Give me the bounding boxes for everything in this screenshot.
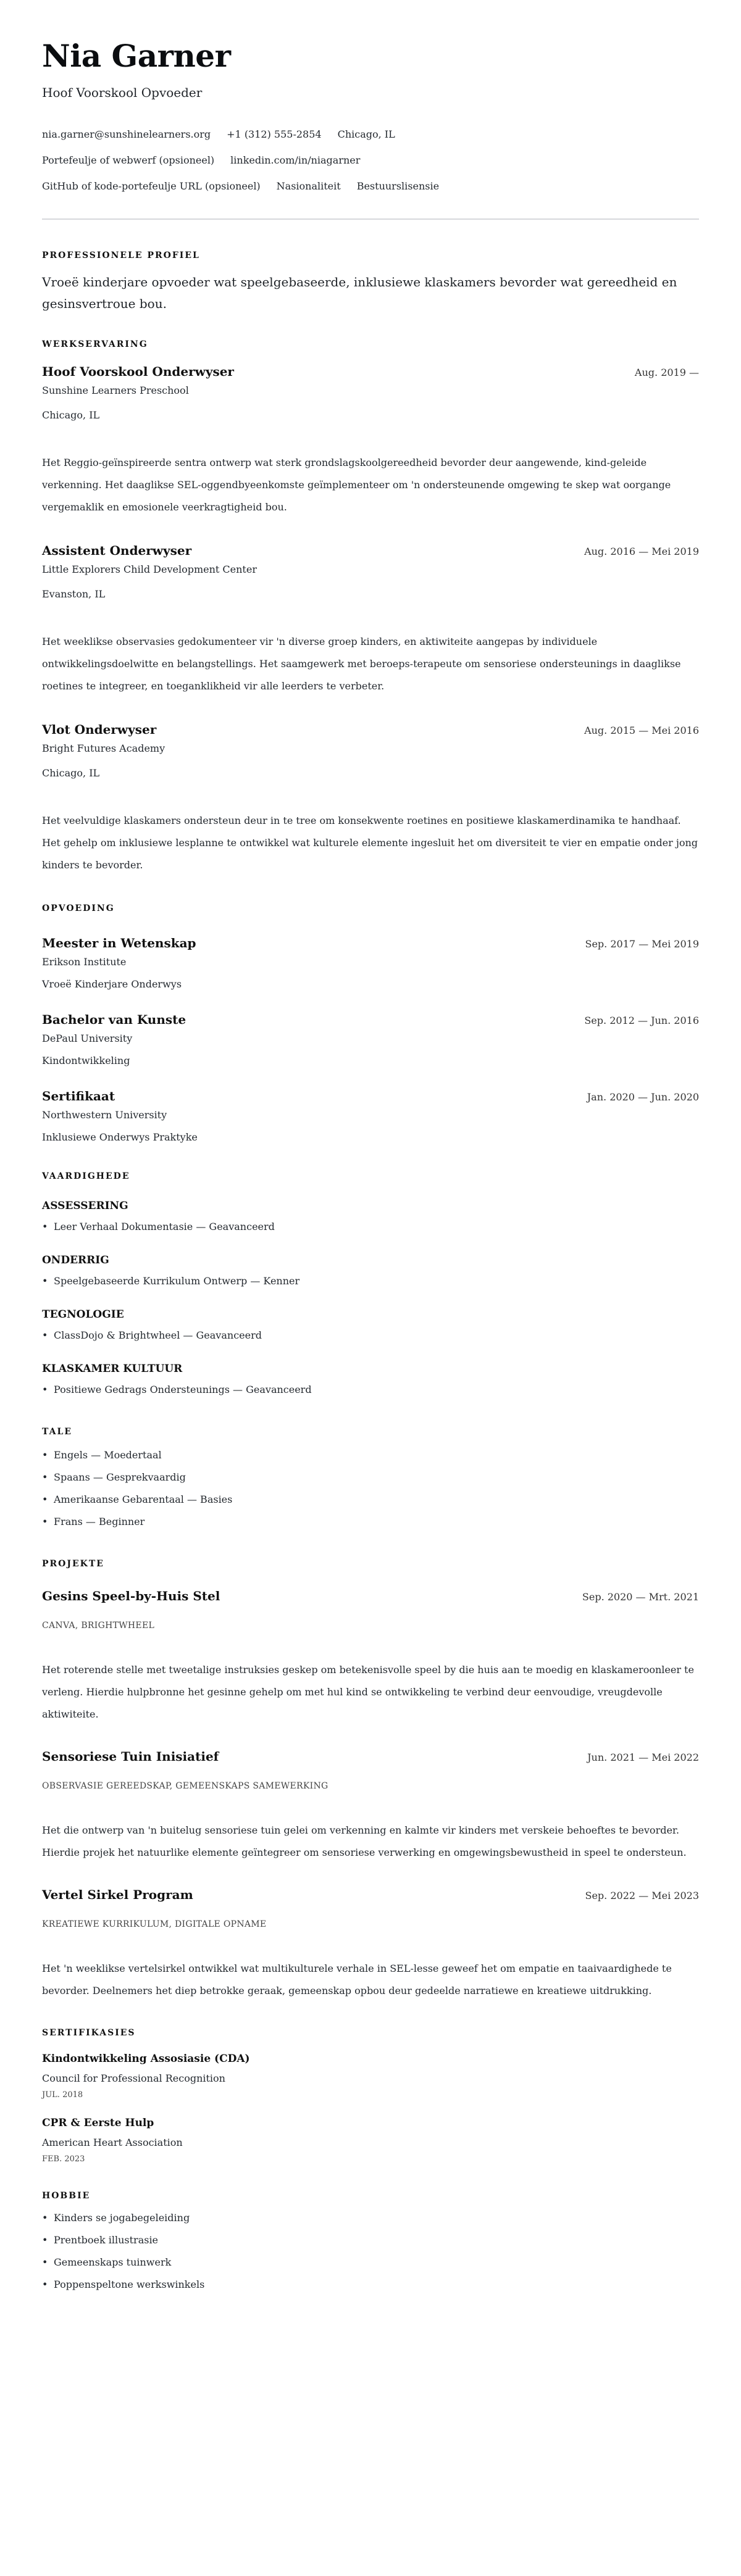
- experience-entry: [42, 722, 699, 876]
- certification-date: JUL. 2018: [42, 2090, 83, 2100]
- contact-location: Chicago, IL: [337, 128, 395, 140]
- degree-dates: Sep. 2012 — Jun. 2016: [584, 1015, 699, 1026]
- contact-portfolio[interactable]: Portefeulje of webwerf (opsioneel): [42, 154, 215, 166]
- skill-category: KLASKAMER KULTUUR: [42, 1363, 183, 1375]
- section-heading: PROFESSIONELE PROFIEL: [42, 251, 200, 260]
- project-title: Vertel Sirkel Program: [42, 1887, 193, 1902]
- degree-dates: Jan. 2020 — Jun. 2020: [587, 1091, 699, 1103]
- certification-issuer: Council for Professional Recognition: [42, 2072, 225, 2084]
- section-heading: PROJEKTE: [42, 1559, 104, 1569]
- job-employer: Bright Futures Academy: [42, 742, 165, 754]
- profile-section: [42, 251, 699, 315]
- project-dates: Jun. 2021 — Mei 2022: [587, 1751, 699, 1763]
- experience-entry: [42, 364, 699, 518]
- job-dates: Aug. 2016 — Mei 2019: [584, 546, 699, 557]
- contact-github[interactable]: GitHub of kode-portefeulje URL (opsioneel): [42, 180, 261, 192]
- job-dates: Aug. 2019 —: [634, 367, 699, 378]
- section-heading: HOBBIE: [42, 2191, 91, 2201]
- candidate-title: Hoof Voorskool Opvoeder: [42, 85, 203, 100]
- certification-name: CPR & Eerste Hulp: [42, 2117, 154, 2129]
- section-heading: VAARDIGHEDE: [42, 1171, 130, 1181]
- languages-section: [42, 1427, 699, 1533]
- hobby-item: • Prentboek illustrasie: [42, 2229, 699, 2251]
- hobby-item: • Poppenspeltone werkswinkels: [42, 2274, 699, 2296]
- skill-list: [42, 1270, 699, 1292]
- section-heading: SERTIFIKASIES: [42, 2028, 136, 2038]
- language-list: [42, 1444, 699, 1533]
- project-entry: [42, 1589, 699, 1726]
- section-heading: WERKSERVARING: [42, 339, 148, 349]
- skill-item: • Positiewe Gedrags Ondersteunings — Geavanceerd: [42, 1379, 699, 1401]
- project-dates: Sep. 2020 — Mrt. 2021: [582, 1591, 699, 1603]
- skill-category: TEGNOLOGIE: [42, 1308, 124, 1321]
- certifications-section: [42, 2028, 699, 2164]
- skill-list: [42, 1216, 699, 1238]
- header-divider: [42, 218, 699, 220]
- language-item: • Frans — Beginner: [42, 1511, 699, 1533]
- contact-phone: +1 (312) 555-2854: [227, 128, 322, 140]
- project-description: Het 'n weeklikse vertelsirkel ontwikkel wat multikulturele verhale in SEL-lesse geweef het om empatie en taaivaardighede te bevorder. Deelnemers het diep betrokke geraak, gemeenskap opbou deur gedeelde narratiewe en kreatiewe uitdrukking.: [42, 1963, 672, 1996]
- skill-item: • ClassDojo & Brightwheel — Geavanceerd: [42, 1324, 699, 1347]
- skill-category: ONDERRIG: [42, 1254, 109, 1266]
- education-entry: [42, 936, 699, 991]
- hobby-item: • Kinders se jogabegeleiding: [42, 2207, 699, 2229]
- certification-entry: [42, 2053, 699, 2100]
- degree-dates: Sep. 2017 — Mei 2019: [585, 938, 699, 950]
- hobby-list: [42, 2207, 699, 2296]
- project-description: Het roterende stelle met tweetalige instruksies geskep om betekenisvolle speel by die huis aan te moedig en klaskameroonleer te verleng. Hierdie hulpbronne het gesinne gehelp om met hul kind se ontwikkeling te verbind deur eenvoudige, vreugdevolle aktiwiteite.: [42, 1664, 694, 1720]
- contact-row-links: [42, 153, 699, 168]
- contact-nationality: Nasionaliteit: [276, 180, 341, 192]
- skill-category: ASSESSERING: [42, 1200, 128, 1212]
- certification-issuer: American Heart Association: [42, 2137, 183, 2148]
- section-heading: OPVOEDING: [42, 904, 115, 913]
- hobby-item: • Gemeenskaps tuinwerk: [42, 2251, 699, 2274]
- project-tools: CANVA, BRIGHTWHEEL: [42, 1621, 155, 1631]
- skill-list: [42, 1324, 699, 1347]
- job-location: Evanston, IL: [42, 588, 106, 600]
- job-employer: Little Explorers Child Development Center: [42, 563, 257, 575]
- education-entry: [42, 1012, 699, 1068]
- job-title: Assistent Onderwyser: [42, 543, 192, 558]
- job-dates: Aug. 2015 — Mei 2016: [584, 725, 699, 736]
- language-item: • Engels — Moedertaal: [42, 1444, 699, 1466]
- language-item: • Spaans — Gesprekvaardig: [42, 1466, 699, 1489]
- school-name: DePaul University: [42, 1032, 133, 1044]
- experience-section: [42, 339, 699, 876]
- field-of-study: Vroeë Kinderjare Onderwys: [42, 978, 182, 990]
- certification-date: FEB. 2023: [42, 2154, 85, 2164]
- project-title: Sensoriese Tuin Inisiatief: [42, 1749, 219, 1764]
- certification-entry: [42, 2117, 699, 2164]
- project-tools: OBSERVASIE GEREEDSKAP, GEMEENSKAPS SAMEWERKING: [42, 1781, 329, 1791]
- field-of-study: Kindontwikkeling: [42, 1055, 130, 1066]
- candidate-name: Nia Garner: [42, 38, 231, 74]
- contact-drivers-license: Bestuurslisensie: [356, 180, 440, 192]
- school-name: Erikson Institute: [42, 956, 127, 968]
- project-entry: [42, 1749, 699, 1864]
- degree-title: Meester in Wetenskap: [42, 936, 196, 950]
- education-section: [42, 904, 699, 1144]
- project-dates: Sep. 2022 — Mei 2023: [585, 1890, 699, 1901]
- profile-summary: Vroeë kinderjare opvoeder wat speelgebaseerde, inklusiewe klaskamers bevorder wat gereedheid en gesinsvertroue bou.: [42, 275, 677, 311]
- job-title: Vlot Onderwyser: [42, 722, 157, 737]
- skills-section: [42, 1171, 699, 1401]
- resume-header: [42, 36, 699, 220]
- projects-section: [42, 1559, 699, 2002]
- contact-linkedin[interactable]: linkedin.com/in/niagarner: [230, 154, 361, 166]
- project-title: Gesins Speel-by-Huis Stel: [42, 1589, 220, 1603]
- experience-entry: [42, 543, 699, 697]
- degree-title: Bachelor van Kunste: [42, 1012, 186, 1027]
- hobbies-section: [42, 2191, 699, 2296]
- job-title: Hoof Voorskool Onderwyser: [42, 364, 234, 379]
- education-entry: [42, 1089, 699, 1144]
- contact-row-primary: [42, 127, 699, 142]
- section-heading: TALE: [42, 1427, 73, 1437]
- skill-item: • Leer Verhaal Dokumentasie — Geavanceerd: [42, 1216, 699, 1238]
- job-description: Het Reggio-geïnspireerde sentra ontwerp wat sterk grondslagskoolgereedheid bevorder deur aangewende, kind-geleide verkenning. Het daaglikse SEL-oggendbyeenkomste geïmplementeer om 'n ondersteunende omgewing te skep wat oorgange vergemaklik en emosionele veerkragtigheid bou.: [42, 457, 671, 513]
- job-location: Chicago, IL: [42, 409, 100, 421]
- degree-title: Sertifikaat: [42, 1089, 115, 1103]
- job-description: Het veelvuldige klaskamers ondersteun deur in te tree om konsekwente roetines en positiewe klaskamerdinamika te handhaaf. Het gehelp om inklusiewe lesplanne te ontwikkel wat kulturele elemente ingesluit het om diversiteit te vier en empatie onder jong kinders te bevorder.: [42, 815, 698, 871]
- contact-email[interactable]: nia.garner@sunshinelearners.org: [42, 128, 211, 140]
- project-description: Het die ontwerp van 'n buitelug sensoriese tuin gelei om verkenning en kalmte vir kinders met verskeie behoeftes te bevorder. Hierdie projek het natuurlike elemente geïntegreer om sensoriese verwerking en omgewingsbewustheid in speel te ondersteun.: [42, 1824, 687, 1858]
- language-item: • Amerikaanse Gebarentaal — Basies: [42, 1489, 699, 1511]
- skill-item: • Speelgebaseerde Kurrikulum Ontwerp — Kenner: [42, 1270, 699, 1292]
- job-location: Chicago, IL: [42, 767, 100, 779]
- job-description: Het weeklikse observasies gedokumenteer vir 'n diverse groep kinders, en aktiwiteite aangepas by individuele ontwikkelingsdoelwitte en belangstellings. Het saamgewerk met beroeps-terapeute om sensoriese ondersteunings in daaglikse roetines te integreer, en toeganklikheid vir alle leerders te verbeter.: [42, 636, 681, 692]
- project-tools: KREATIEWE KURRIKULUM, DIGITALE OPNAME: [42, 1919, 267, 1929]
- skill-list: [42, 1379, 699, 1401]
- contact-row-extra: [42, 179, 699, 194]
- job-employer: Sunshine Learners Preschool: [42, 384, 189, 396]
- certification-name: Kindontwikkeling Assosiasie (CDA): [42, 2053, 250, 2065]
- project-entry: [42, 1887, 699, 2002]
- school-name: Northwestern University: [42, 1109, 167, 1121]
- field-of-study: Inklusiewe Onderwys Praktyke: [42, 1131, 198, 1143]
